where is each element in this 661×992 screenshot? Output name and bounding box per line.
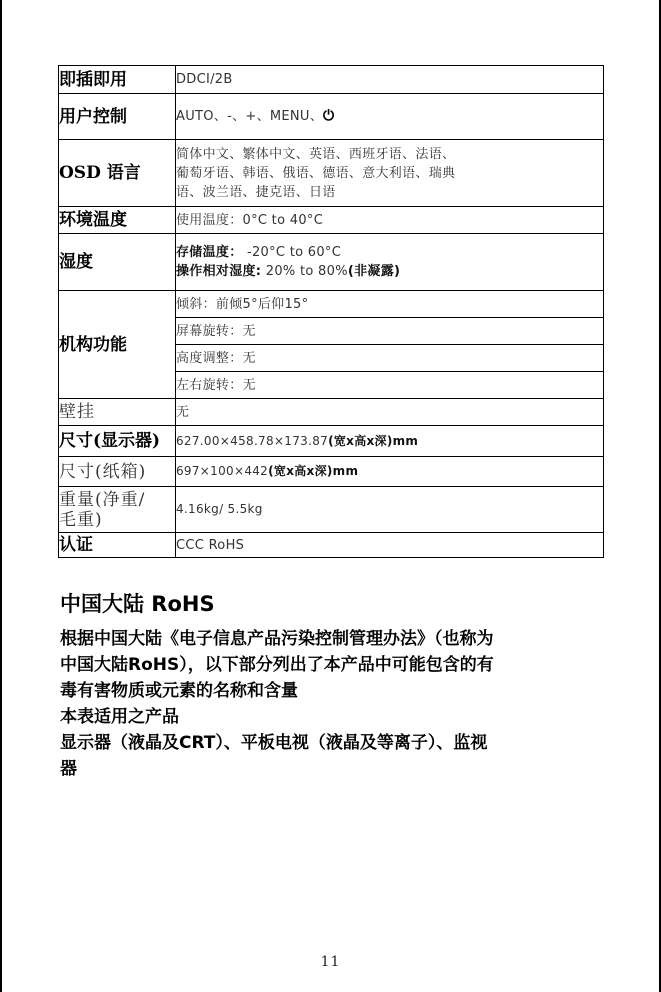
table-row — [59, 207, 604, 234]
table-row — [59, 487, 604, 533]
dimension-display-value — [176, 426, 604, 457]
table-row — [59, 533, 604, 558]
mechanism-height: 高度调整：无 — [176, 345, 604, 372]
weight-value: 4.16kg/ 5.5kg — [176, 487, 604, 533]
osd-language-line: 语、波兰语、捷克语、日语 — [176, 184, 336, 200]
mechanism-swivel: 屏幕旋转：无 — [176, 318, 604, 345]
spec-table — [58, 65, 604, 558]
rohs-paragraph-line: 中国大陆RoHS），以下部分列出了本产品中可能包含的有 — [60, 655, 494, 675]
rohs-products-line: 器 — [60, 759, 77, 779]
dimension-display-numbers: 627.00×458.78×173.87 — [176, 433, 329, 448]
rohs-applies-to: 本表适用之产品 — [60, 707, 179, 727]
mechanism-tilt: 倾斜：前倾5°后仰15° — [176, 291, 604, 318]
table-row — [59, 140, 604, 207]
humidity-label: 湿度 — [59, 234, 176, 291]
page-edge-left — [0, 0, 2, 992]
table-row — [59, 399, 604, 426]
user-controls-label: 用户控制 — [59, 94, 176, 140]
page-number: 11 — [320, 954, 341, 970]
weight-label-line: 重量(净重/ — [59, 489, 146, 510]
storage-label: 存储温度： — [176, 245, 243, 260]
operating-value: 20% to 80% — [265, 264, 348, 279]
dimension-box-numbers: 697×100×442 — [176, 464, 269, 478]
wall-mount-value: 无 — [176, 399, 604, 426]
weight-label — [59, 487, 176, 533]
wall-mount-label: 壁挂 — [59, 399, 176, 426]
osd-language-line: 葡萄牙语、韩语、俄语、德语、意大利语、瑞典 — [176, 165, 456, 181]
operating-label: 操作相对湿度: — [176, 264, 262, 279]
operating-line — [176, 262, 603, 281]
plug-and-play-value: DDCI/2B — [176, 66, 604, 94]
humidity-value — [176, 234, 604, 291]
dimension-box-note: (宽x高x深)mm — [268, 464, 359, 478]
storage-value: -20°C to 60°C — [246, 245, 342, 260]
certification-label: 认证 — [59, 533, 176, 558]
plug-and-play-label: 即插即用 — [59, 66, 176, 94]
environment-temperature-value: 使用温度：0°C to 40°C — [176, 207, 604, 234]
mechanism-label: 机构功能 — [59, 291, 176, 399]
operating-note: (非凝露) — [347, 264, 401, 279]
rohs-products-line: 显示器（液晶及CRT）、平板电视（液晶及等离子）、监视 — [60, 733, 488, 753]
rohs-paragraph-line: 根据中国大陆《电子信息产品污染控制管理办法》（也称为 — [60, 629, 494, 649]
user-controls-value: AUTO、-、+、MENU、 — [176, 109, 324, 124]
osd-language-line: 简体中文、繁体中文、英语、西班牙语、法语、 — [176, 146, 456, 162]
dimension-box-value — [176, 457, 604, 487]
storage-line — [176, 243, 603, 262]
weight-label-line: 毛重) — [59, 509, 103, 530]
table-row — [59, 457, 604, 487]
osd-language-value — [176, 140, 604, 207]
osd-language-label: OSD 语言 — [59, 140, 176, 207]
rohs-title: 中国大陆 RoHS — [60, 592, 215, 616]
dimension-display-label: 尺寸(显示器) — [59, 426, 176, 457]
table-row — [59, 426, 604, 457]
certification-value: CCC RoHS — [176, 533, 604, 558]
table-row — [59, 94, 604, 140]
rohs-paragraph-line: 毒有害物质或元素的名称和含量 — [60, 681, 298, 701]
table-row — [59, 291, 604, 318]
dimension-box-label: 尺寸(纸箱) — [59, 457, 176, 487]
rohs-body — [60, 626, 590, 782]
dimension-display-note: (宽x高x深)mm — [328, 433, 419, 448]
table-row — [59, 66, 604, 94]
user-controls-value-cell — [176, 94, 604, 140]
environment-temperature-label: 环境温度 — [59, 207, 176, 234]
table-row — [59, 234, 604, 291]
mechanism-pivot: 左右旋转：无 — [176, 372, 604, 399]
power-icon: ⏻ — [323, 108, 335, 124]
